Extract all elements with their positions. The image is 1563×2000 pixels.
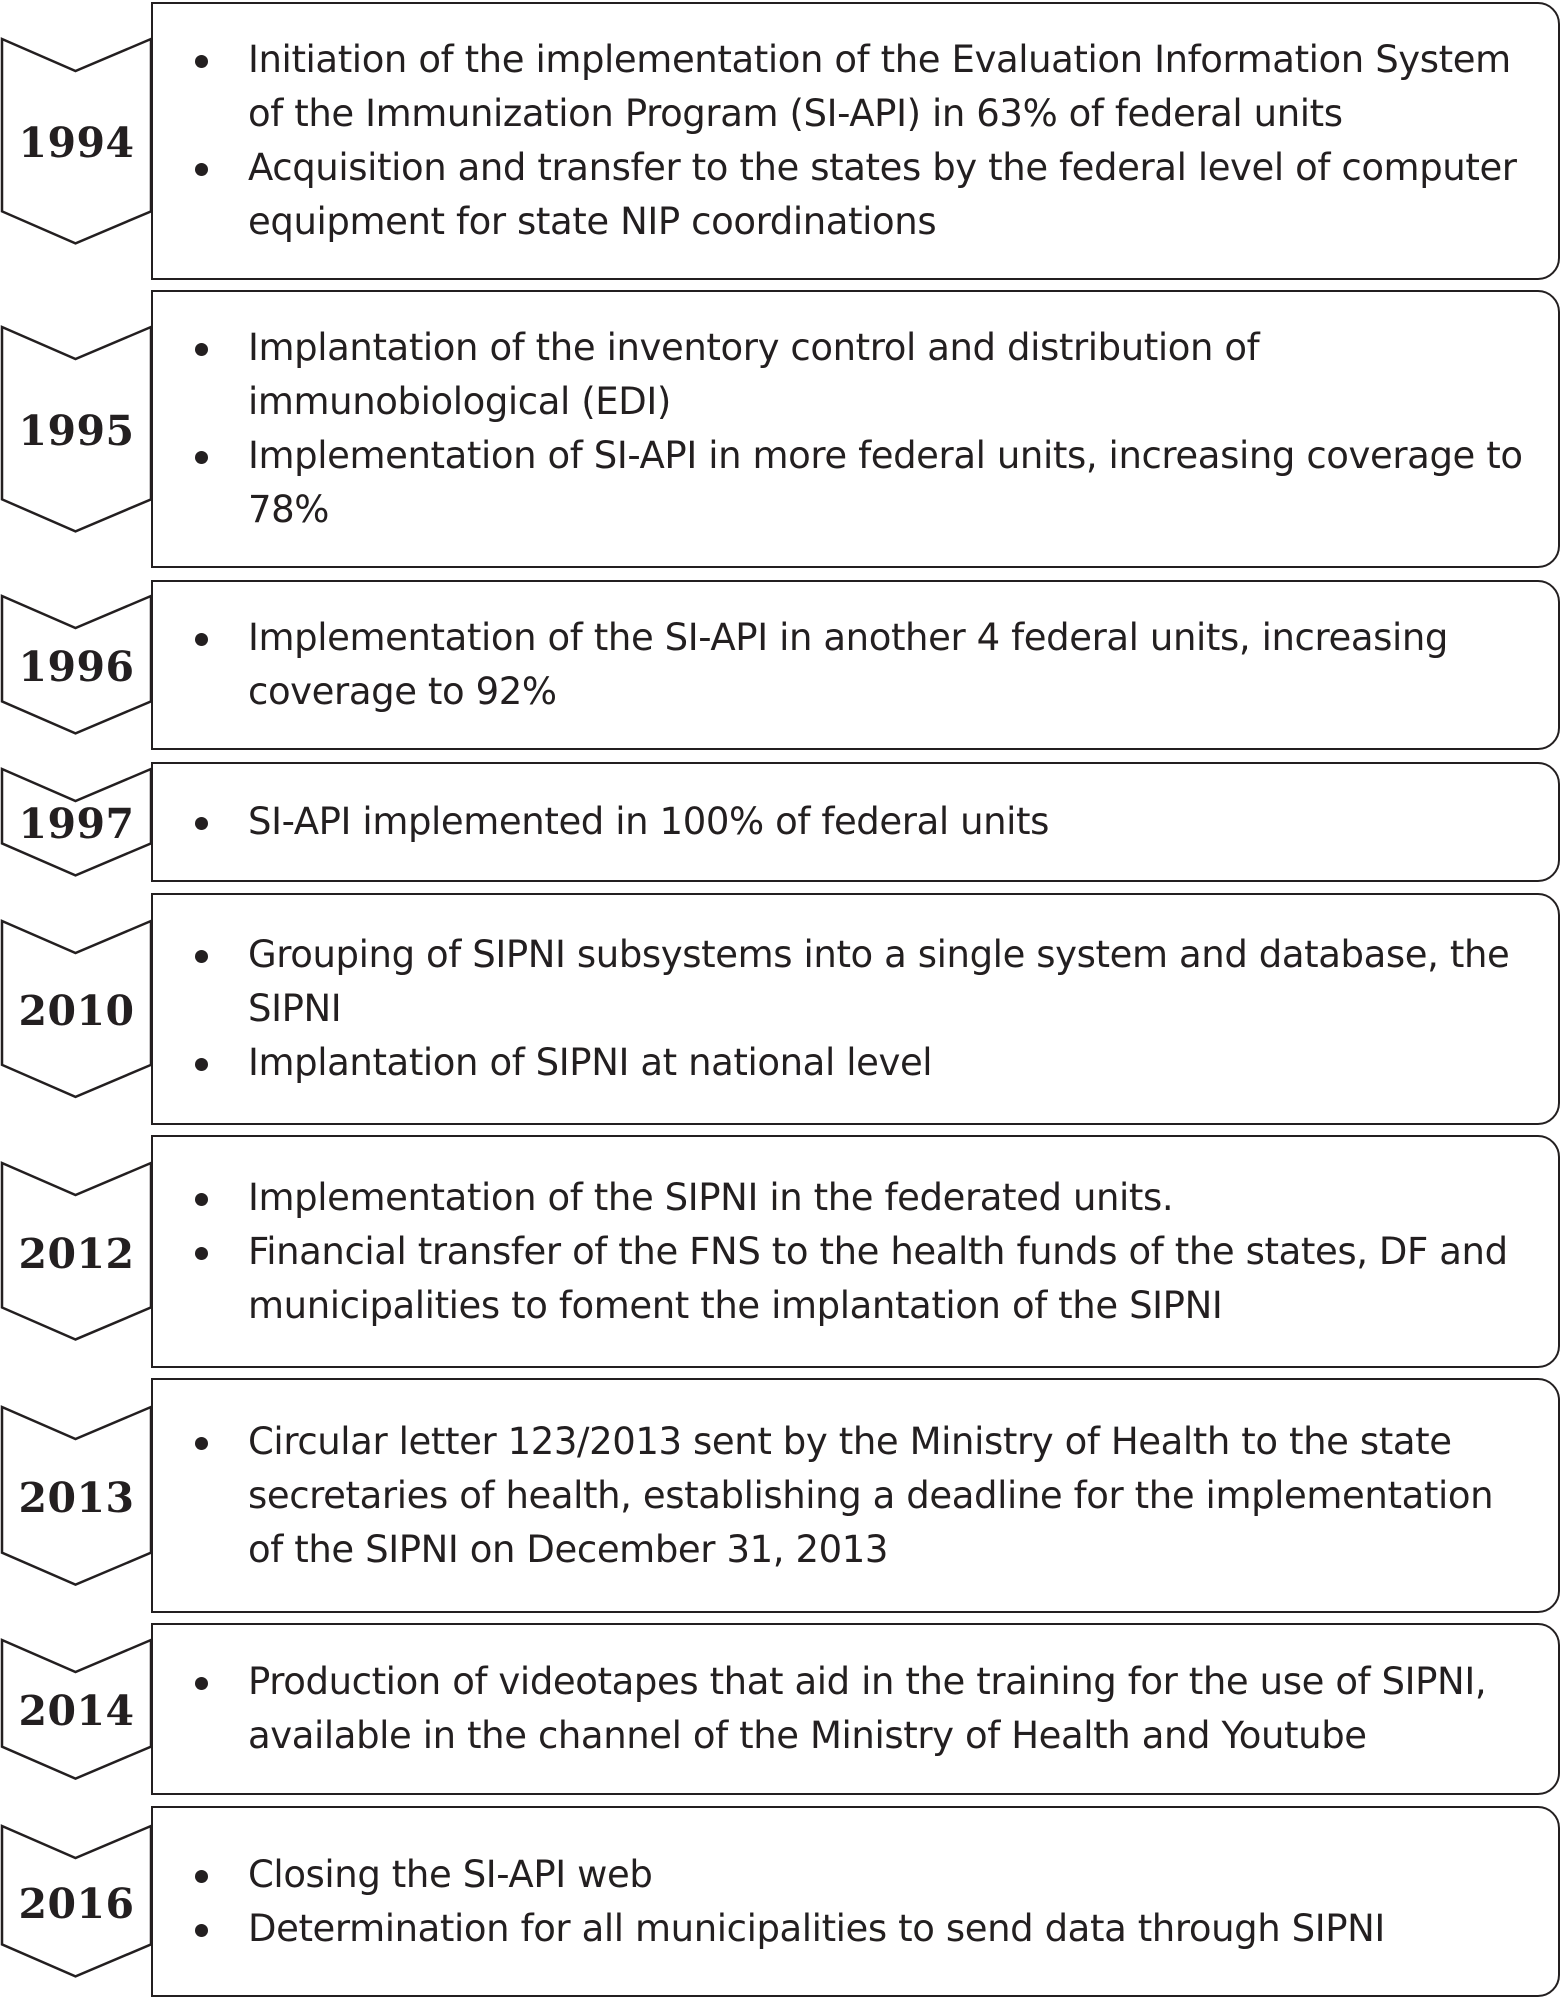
event-item: Circular letter 123/2013 sent by the Ministry of Health to the state secretaries of health, establishing a deadline for the implementation of the SIPNI on December 31, 2013 — [191, 1415, 1538, 1577]
event-box — [151, 1378, 1560, 1613]
timeline-row — [0, 1623, 1563, 1795]
event-list — [191, 1848, 1538, 1956]
event-box — [151, 1623, 1560, 1795]
timeline-row — [0, 1378, 1563, 1613]
event-list — [191, 321, 1538, 537]
event-item: Implantation of the inventory control and distribution of immunobiological (EDI) — [191, 321, 1538, 429]
year-label: 1994 — [18, 119, 135, 167]
year-label: 2016 — [18, 1879, 135, 1928]
event-box — [151, 2, 1560, 280]
event-item: Implantation of SIPNI at national level — [191, 1036, 1538, 1090]
event-item: Determination for all municipalities to send data through SIPNI — [191, 1902, 1538, 1956]
event-list — [191, 1415, 1538, 1577]
timeline-row — [0, 1806, 1563, 1997]
timeline-row — [0, 1135, 1563, 1368]
event-item: Implementation of the SIPNI in the federated units. — [191, 1171, 1538, 1225]
event-list — [191, 795, 1538, 849]
event-item: Grouping of SIPNI subsystems into a single system and database, the SIPNI — [191, 928, 1538, 1036]
timeline-row — [0, 893, 1563, 1125]
timeline-row — [0, 290, 1563, 568]
event-box — [151, 290, 1560, 568]
year-label: 2014 — [18, 1687, 135, 1735]
year-label: 1995 — [18, 407, 135, 455]
event-item: SI-API implemented in 100% of federal units — [191, 795, 1538, 849]
timeline-row — [0, 2, 1563, 280]
timeline-row — [0, 762, 1563, 882]
event-box — [151, 1135, 1560, 1368]
event-list — [191, 33, 1538, 249]
event-box — [151, 893, 1560, 1125]
event-item: Financial transfer of the FNS to the health funds of the states, DF and municipalities to foment the implantation of the SIPNI — [191, 1225, 1538, 1333]
event-box — [151, 762, 1560, 882]
year-label: 2010 — [18, 987, 135, 1035]
timeline-row — [0, 580, 1563, 750]
year-label: 2012 — [18, 1229, 135, 1278]
event-item: Acquisition and transfer to the states by the federal level of computer equipment for state NIP coordinations — [191, 141, 1538, 249]
year-label: 1997 — [18, 800, 135, 848]
event-item: Initiation of the implementation of the Evaluation Information System of the Immunization Program (SI-API) in 63% of federal units — [191, 33, 1538, 141]
event-list — [191, 1171, 1538, 1333]
event-box — [151, 1806, 1560, 1997]
event-list — [191, 928, 1538, 1090]
event-item: Implementation of the SI-API in another 4 federal units, increasing coverage to 92% — [191, 611, 1538, 719]
event-list — [191, 1655, 1538, 1763]
event-item: Production of videotapes that aid in the training for the use of SIPNI, available in the channel of the Ministry of Health and Youtube — [191, 1655, 1538, 1763]
event-list — [191, 611, 1538, 719]
year-label: 1996 — [18, 643, 135, 691]
year-label: 2013 — [18, 1473, 135, 1522]
event-item: Closing the SI-API web — [191, 1848, 1538, 1902]
event-box — [151, 580, 1560, 750]
event-item: Implementation of SI-API in more federal units, increasing coverage to 78% — [191, 429, 1538, 537]
